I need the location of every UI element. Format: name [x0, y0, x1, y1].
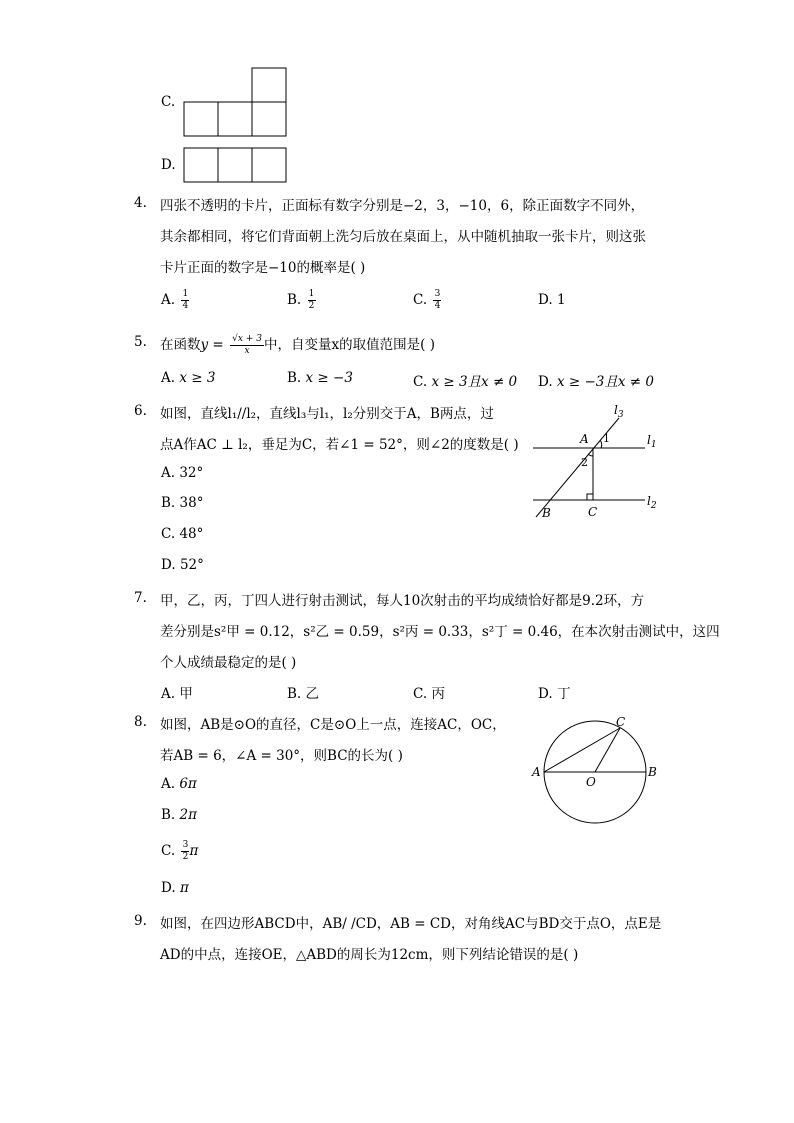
q8-line2: 若AB = 6，∠A = 30°，则BC的长为( )	[160, 748, 403, 764]
q5-prefix: 在函数	[160, 337, 201, 353]
q6-number: 6.	[134, 403, 147, 419]
q4-option-a-label: A.	[161, 292, 176, 308]
q7-option-c[interactable]: C. 丙	[413, 686, 445, 702]
q7-line1: 甲，乙，丙，丁四人进行射击测试，每人10次射击的平均成绩恰好都是9.2环，方	[160, 593, 645, 609]
q9-line1: 如图，在四边形ABCD中，AB/ /CD，AB = CD，对角线AC与BD交于点O，点E是	[160, 916, 662, 932]
q6-label-l3: $l_3$	[614, 403, 624, 420]
q8-line1: 如图，AB是⊙O的直径，C是⊙O上一点，连接AC，OC，	[160, 717, 506, 733]
q5-option-a[interactable]: A. x ≥ 3	[161, 370, 216, 386]
q6-label-angle1: 1	[603, 432, 610, 445]
q4-option-a-fraction: $\frac{1}{4}$	[182, 289, 189, 311]
q7-line3: 个人成绩最稳定的是( )	[160, 655, 297, 671]
q8-label-a: A	[532, 765, 541, 779]
q7-option-a[interactable]: A. 甲	[161, 686, 193, 702]
q4-option-c-fraction: $\frac{3}{4}$	[434, 289, 441, 311]
q6-label-l1: $l_1$	[647, 433, 657, 450]
q8-label-c: C	[616, 715, 626, 729]
q6-label-c: C	[588, 505, 598, 519]
q7-number: 7.	[134, 590, 147, 606]
q4-line1: 四张不透明的卡片，正面标有数字分别是−2，3，−10，6，除正面数字不同外，	[160, 198, 645, 214]
q5-option-b[interactable]: B. x ≥ −3	[287, 370, 353, 386]
q4-line3: 卡片正面的数字是−10的概率是( )	[160, 260, 366, 276]
q7-option-b[interactable]: B. 乙	[287, 686, 320, 702]
q8-option-d[interactable]: D. π	[161, 880, 189, 896]
q6-option-d[interactable]: D. 52°	[161, 557, 204, 573]
q5-formula-fraction: $\frac{√x + 3}{x}$	[230, 335, 264, 356]
q4-option-d-label: D.	[538, 292, 553, 308]
q8-option-c[interactable]: C. $\frac{3}{2}$ π	[161, 840, 199, 862]
q6-label-l2: $l_2$	[647, 494, 657, 511]
q5-option-d[interactable]: D. x ≥ −3且x ≠ 0	[538, 374, 654, 390]
q6-option-a[interactable]: A. 32°	[161, 465, 204, 481]
q6-option-b[interactable]: B. 38°	[161, 495, 204, 511]
q6-line2: 点A作AC ⊥ l₂，垂足为C，若∠1 = 52°，则∠2的度数是( )	[160, 437, 519, 453]
q4-option-d-value: 1	[556, 292, 566, 308]
q9-number: 9.	[134, 913, 147, 929]
q3-option-d-label: D.	[161, 157, 176, 173]
q8-option-c-fraction: $\frac{3}{2}$	[182, 840, 189, 862]
q7-option-d[interactable]: D. 丁	[538, 686, 571, 702]
q8-label-b: B	[648, 765, 657, 779]
q4-line2: 其余都相同，将它们背面朝上洗匀后放在桌面上，从中随机抽取一张卡片，则这张	[160, 229, 646, 245]
q8-chord-ac	[544, 728, 620, 772]
q9-line2: AD的中点，连接OE，△ABD的周长为12cm，则下列结论错误的是( )	[160, 947, 579, 963]
q5-number: 5.	[134, 334, 147, 350]
q6-label-angle2: 2	[581, 456, 588, 469]
q5-option-c[interactable]: C. x ≥ 3且x ≠ 0	[413, 374, 518, 390]
q4-option-c-label: C.	[413, 292, 428, 308]
q4-option-b-label: B.	[287, 292, 302, 308]
q6-label-a: A	[580, 432, 589, 446]
q8-label-o: O	[586, 775, 596, 789]
q5-formula-y: y =	[200, 337, 224, 353]
q8-option-b[interactable]: B. 2π	[161, 807, 197, 823]
q4-option-b-fraction: $\frac{1}{2}$	[308, 289, 315, 311]
q8-number: 8.	[134, 714, 147, 730]
q4-number: 4.	[134, 195, 147, 211]
q8-option-a[interactable]: A. 6π	[161, 776, 197, 792]
q7-line2: 差分别是s²甲 = 0.12，s²乙 = 0.59，s²丙 = 0.33，s²丁 = 0.46，在本次射击测试中，这四	[160, 624, 720, 640]
q6-option-c[interactable]: C. 48°	[161, 526, 204, 542]
q8-radius-oc	[595, 728, 620, 772]
q3-option-c-label: C.	[161, 94, 176, 110]
q5-suffix: 中，自变量x的取值范围是( )	[264, 337, 435, 353]
q6-line1: 如图，直线l₁//l₂，直线l₃与l₁，l₂分别交于A，B两点，过	[160, 406, 494, 422]
q6-label-b: B	[542, 506, 551, 520]
